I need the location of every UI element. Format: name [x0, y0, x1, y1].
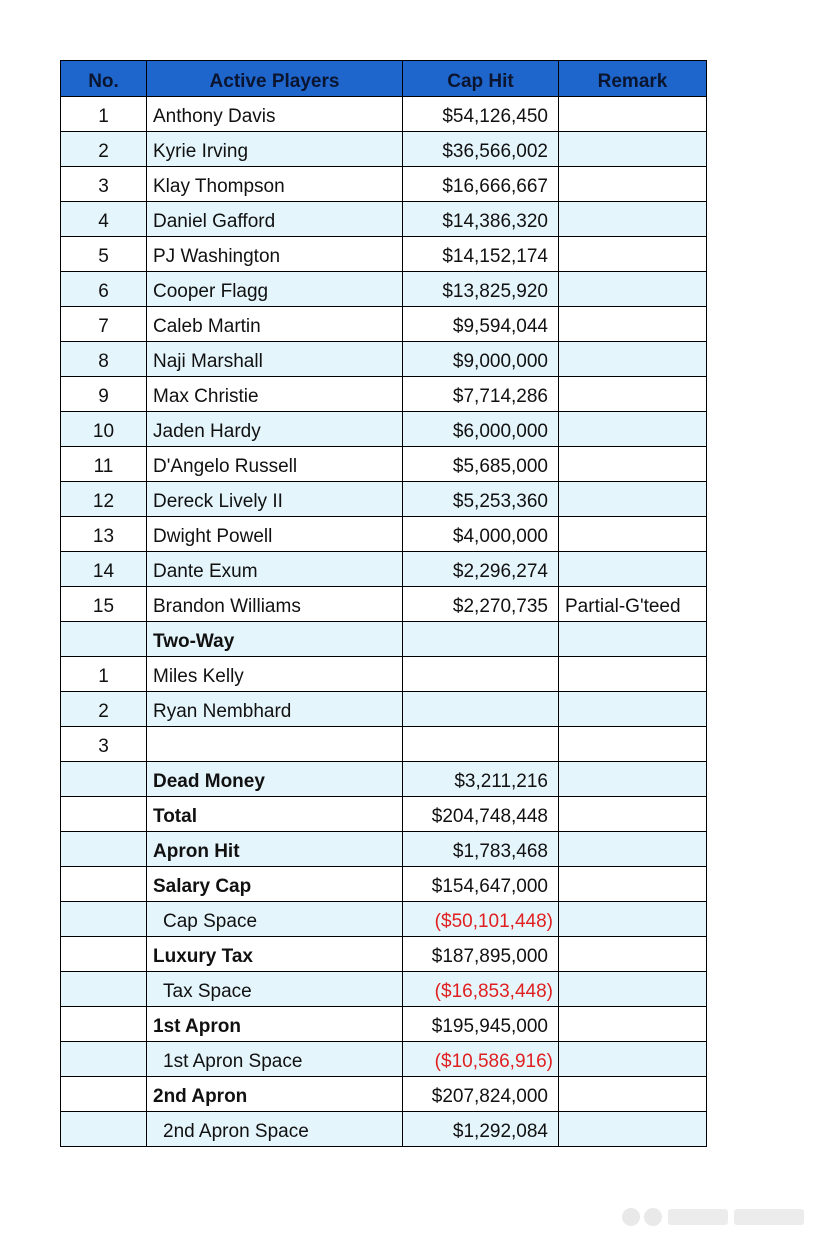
- row-number: 12: [61, 482, 147, 517]
- row-remark: Partial-G'teed: [559, 587, 707, 622]
- header-cap-hit: Cap Hit: [403, 61, 559, 97]
- table-row: [61, 412, 707, 447]
- row-label: Cooper Flagg: [147, 272, 403, 307]
- row-remark: [559, 517, 707, 552]
- row-remark: [559, 622, 707, 657]
- table-row: [61, 132, 707, 167]
- row-label: Luxury Tax: [147, 937, 403, 972]
- row-cap-hit: ($10,586,916): [403, 1042, 559, 1077]
- row-number: [61, 1077, 147, 1112]
- row-number: 1: [61, 657, 147, 692]
- table-row: [61, 762, 707, 797]
- row-label: Miles Kelly: [147, 657, 403, 692]
- row-number: 1: [61, 97, 147, 132]
- table-row: [61, 1077, 707, 1112]
- row-remark: [559, 657, 707, 692]
- row-remark: [559, 1042, 707, 1077]
- row-label: Klay Thompson: [147, 167, 403, 202]
- row-label: Daniel Gafford: [147, 202, 403, 237]
- table-row: [61, 832, 707, 867]
- row-cap-hit: $4,000,000: [403, 517, 559, 552]
- row-label: Tax Space: [147, 972, 403, 1007]
- table-row: [61, 482, 707, 517]
- row-number: 13: [61, 517, 147, 552]
- table-row: [61, 202, 707, 237]
- row-number: [61, 867, 147, 902]
- table-row: [61, 867, 707, 902]
- table-row: [61, 692, 707, 727]
- table-row: [61, 552, 707, 587]
- row-cap-hit: $5,685,000: [403, 447, 559, 482]
- row-number: [61, 762, 147, 797]
- row-cap-hit: $9,000,000: [403, 342, 559, 377]
- row-cap-hit: $204,748,448: [403, 797, 559, 832]
- row-remark: [559, 132, 707, 167]
- row-number: 8: [61, 342, 147, 377]
- row-label: Jaden Hardy: [147, 412, 403, 447]
- table-row: [61, 1112, 707, 1147]
- row-cap-hit: $207,824,000: [403, 1077, 559, 1112]
- row-label: Max Christie: [147, 377, 403, 412]
- row-label: Ryan Nembhard: [147, 692, 403, 727]
- header-no: No.: [61, 61, 147, 97]
- row-cap-hit: [403, 727, 559, 762]
- row-remark: [559, 797, 707, 832]
- row-remark: [559, 1077, 707, 1112]
- row-number: [61, 937, 147, 972]
- row-remark: [559, 552, 707, 587]
- table-row: [61, 937, 707, 972]
- row-label: 2nd Apron: [147, 1077, 403, 1112]
- row-label: Caleb Martin: [147, 307, 403, 342]
- row-label: Dead Money: [147, 762, 403, 797]
- table-row: [61, 237, 707, 272]
- row-number: [61, 1112, 147, 1147]
- row-cap-hit: ($50,101,448): [403, 902, 559, 937]
- row-cap-hit: $5,253,360: [403, 482, 559, 517]
- row-cap-hit: [403, 622, 559, 657]
- row-label: Anthony Davis: [147, 97, 403, 132]
- table-row: [61, 1007, 707, 1042]
- row-label: Cap Space: [147, 902, 403, 937]
- table-row: [61, 972, 707, 1007]
- row-cap-hit: $187,895,000: [403, 937, 559, 972]
- row-cap-hit: $7,714,286: [403, 377, 559, 412]
- row-number: 2: [61, 132, 147, 167]
- row-label: PJ Washington: [147, 237, 403, 272]
- row-remark: [559, 937, 707, 972]
- table-row: [61, 167, 707, 202]
- row-cap-hit: $2,270,735: [403, 587, 559, 622]
- row-number: [61, 797, 147, 832]
- row-number: 2: [61, 692, 147, 727]
- row-label: D'Angelo Russell: [147, 447, 403, 482]
- row-remark: [559, 272, 707, 307]
- row-label: Brandon Williams: [147, 587, 403, 622]
- table-row: [61, 307, 707, 342]
- row-cap-hit: $1,292,084: [403, 1112, 559, 1147]
- table-row: [61, 657, 707, 692]
- table-row: [61, 727, 707, 762]
- row-remark: [559, 412, 707, 447]
- row-number: [61, 1042, 147, 1077]
- row-number: 7: [61, 307, 147, 342]
- row-label: 2nd Apron Space: [147, 1112, 403, 1147]
- row-cap-hit: $54,126,450: [403, 97, 559, 132]
- row-number: 3: [61, 727, 147, 762]
- row-remark: [559, 692, 707, 727]
- row-label: Dwight Powell: [147, 517, 403, 552]
- table-row: [61, 97, 707, 132]
- row-label: 1st Apron: [147, 1007, 403, 1042]
- row-cap-hit: $1,783,468: [403, 832, 559, 867]
- row-number: 11: [61, 447, 147, 482]
- row-label: Total: [147, 797, 403, 832]
- row-remark: [559, 167, 707, 202]
- row-remark: [559, 377, 707, 412]
- row-remark: [559, 482, 707, 517]
- row-number: [61, 972, 147, 1007]
- row-cap-hit: $16,666,667: [403, 167, 559, 202]
- row-cap-hit: $195,945,000: [403, 1007, 559, 1042]
- row-cap-hit: $14,386,320: [403, 202, 559, 237]
- row-cap-hit: $13,825,920: [403, 272, 559, 307]
- table-row: [61, 587, 707, 622]
- header-row: [61, 61, 707, 97]
- row-label: Dereck Lively II: [147, 482, 403, 517]
- row-number: 3: [61, 167, 147, 202]
- row-cap-hit: $6,000,000: [403, 412, 559, 447]
- row-label: Apron Hit: [147, 832, 403, 867]
- row-cap-hit: $14,152,174: [403, 237, 559, 272]
- table-row: [61, 1042, 707, 1077]
- row-cap-hit: [403, 692, 559, 727]
- row-remark: [559, 1112, 707, 1147]
- cap-sheet-table: [60, 60, 707, 1147]
- row-number: [61, 622, 147, 657]
- watermark: [622, 1205, 812, 1229]
- row-label: 1st Apron Space: [147, 1042, 403, 1077]
- row-cap-hit: ($16,853,448): [403, 972, 559, 1007]
- row-cap-hit: $2,296,274: [403, 552, 559, 587]
- header-active-players: Active Players: [147, 61, 403, 97]
- row-label: [147, 727, 403, 762]
- row-cap-hit: $9,594,044: [403, 307, 559, 342]
- row-remark: [559, 902, 707, 937]
- row-remark: [559, 1007, 707, 1042]
- row-remark: [559, 202, 707, 237]
- row-number: 9: [61, 377, 147, 412]
- row-remark: [559, 762, 707, 797]
- row-cap-hit: $3,211,216: [403, 762, 559, 797]
- row-number: [61, 832, 147, 867]
- row-remark: [559, 727, 707, 762]
- header-remark: Remark: [559, 61, 707, 97]
- row-number: 14: [61, 552, 147, 587]
- row-number: 10: [61, 412, 147, 447]
- row-number: 4: [61, 202, 147, 237]
- row-label: Naji Marshall: [147, 342, 403, 377]
- row-number: 6: [61, 272, 147, 307]
- row-number: 5: [61, 237, 147, 272]
- table-row: [61, 342, 707, 377]
- row-label: Kyrie Irving: [147, 132, 403, 167]
- row-cap-hit: $36,566,002: [403, 132, 559, 167]
- row-number: [61, 1007, 147, 1042]
- table-row: [61, 517, 707, 552]
- row-label: Dante Exum: [147, 552, 403, 587]
- row-remark: [559, 97, 707, 132]
- row-remark: [559, 447, 707, 482]
- table-row: [61, 902, 707, 937]
- row-remark: [559, 832, 707, 867]
- table-row: [61, 622, 707, 657]
- row-remark: [559, 237, 707, 272]
- row-label: Salary Cap: [147, 867, 403, 902]
- row-cap-hit: $154,647,000: [403, 867, 559, 902]
- table-row: [61, 377, 707, 412]
- row-number: [61, 902, 147, 937]
- table-row: [61, 797, 707, 832]
- row-number: 15: [61, 587, 147, 622]
- row-remark: [559, 342, 707, 377]
- row-remark: [559, 867, 707, 902]
- table-row: [61, 447, 707, 482]
- row-remark: [559, 307, 707, 342]
- row-cap-hit: [403, 657, 559, 692]
- row-remark: [559, 972, 707, 1007]
- row-label: Two-Way: [147, 622, 403, 657]
- table-row: [61, 272, 707, 307]
